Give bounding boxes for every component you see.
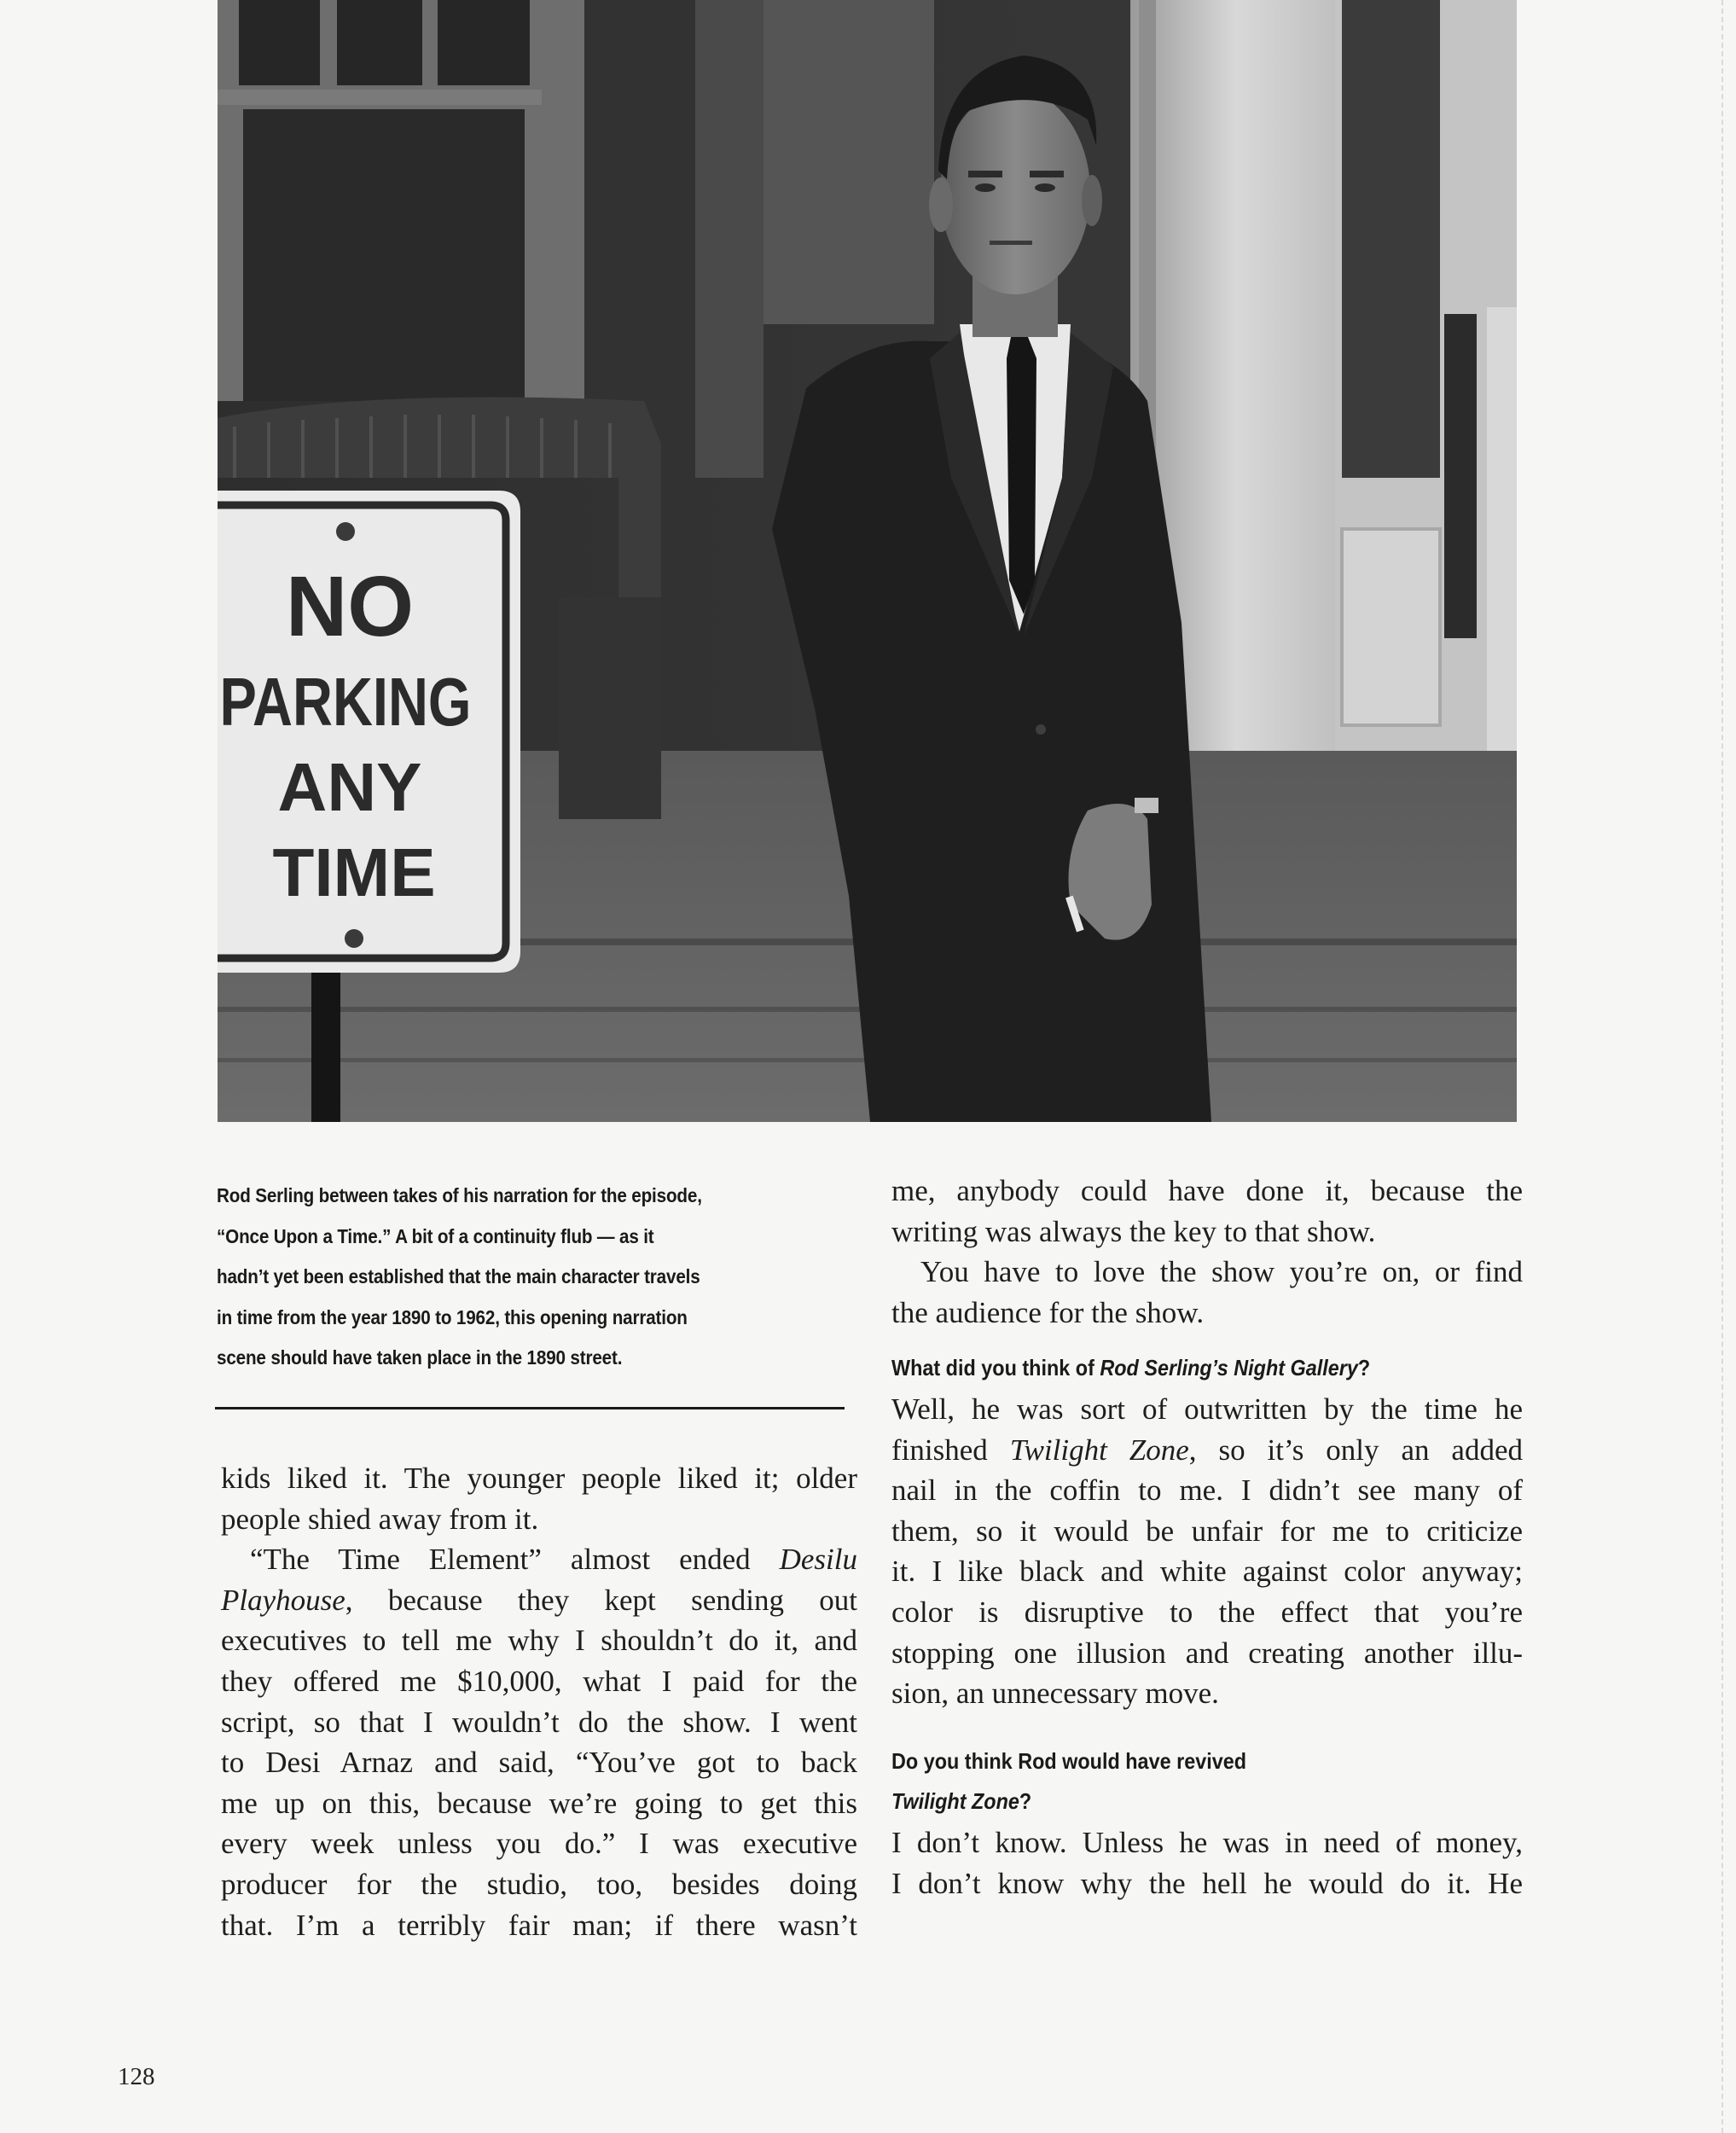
text-line: sion, an unnecessary move.: [891, 1677, 1219, 1711]
show-title-desilu: Desilu: [779, 1543, 857, 1577]
text-line: executives to tell me why I shouldn’t do it, and: [221, 1624, 857, 1658]
sign-line-3: ANY: [277, 749, 422, 825]
show-title-playhouse: Playhouse: [221, 1583, 345, 1617]
text-line: that. I’m a terribly fair man; if there wasn’t: [221, 1908, 857, 1942]
text-run: , because they kept sending out: [345, 1583, 857, 1617]
text-line: [891, 1430, 1523, 1471]
show-title-night-gallery: Rod Serling’s Night Gallery: [1100, 1355, 1358, 1381]
text-line: nail in the coffin to me. I didn’t see many of: [891, 1473, 1523, 1508]
caption-line: Rod Serling between takes of his narration for the episode,: [217, 1184, 702, 1206]
question-mark: ?: [1019, 1788, 1032, 1815]
spacer: [891, 1714, 1523, 1741]
text-line: I don’t know. Unless he was in need of money,: [891, 1825, 1523, 1859]
question-text: What did you think of: [891, 1355, 1100, 1381]
show-title-twilight-zone: Twilight Zone: [891, 1788, 1019, 1815]
text-line: they offered me $10,000, what I paid for the: [221, 1664, 857, 1698]
text-line: to Desi Arnaz and said, “You’ve got to back: [221, 1746, 857, 1780]
door-trim: [695, 0, 763, 478]
text-run: finished: [891, 1433, 1010, 1467]
sign-line-4: TIME: [272, 834, 436, 910]
text-line: them, so it would be unfair for me to criticize: [891, 1514, 1523, 1548]
text-run: “The Time Element” almost ended: [250, 1543, 780, 1577]
interview-question: [891, 1348, 1460, 1389]
sign-post: [311, 947, 340, 1122]
photo-caption: [217, 1176, 780, 1379]
caption-line: “Once Upon a Time.” A bit of a continuity flub — as it: [217, 1224, 654, 1247]
text-line: You have to love the show you’re on, or find: [920, 1255, 1523, 1289]
caption-line: in time from the year 1890 to 1962, this opening narration: [217, 1305, 688, 1328]
text-line: script, so that I wouldn’t do the show. I went: [221, 1705, 857, 1739]
photo-illustration: [218, 0, 1517, 1122]
text-line: every week unless you do.” I was executive: [221, 1827, 857, 1861]
text-line: writing was always the key to that show.: [891, 1214, 1376, 1248]
text-line: kids liked it. The younger people liked it; older: [221, 1462, 857, 1495]
show-title-twilight-zone: Twilight Zone: [1009, 1433, 1189, 1467]
door: [1335, 0, 1517, 768]
text-line: the audience for the show.: [891, 1295, 1205, 1329]
left-column: [221, 1458, 857, 1945]
spacer: [891, 1333, 1523, 1348]
text-line: [221, 1539, 857, 1580]
photograph: [218, 0, 1517, 1122]
interview-question: Do you think Rod would have revived: [891, 1747, 1247, 1774]
text-line: producer for the studio, too, besides doing: [221, 1867, 857, 1901]
text-line: [221, 1580, 857, 1621]
text-line: it. I like black and white against color anyway;: [891, 1555, 1523, 1589]
window: [218, 0, 584, 401]
text-run: , so it’s only an added: [1188, 1433, 1524, 1467]
text-line: me up on this, because we’re going to get this: [221, 1786, 857, 1820]
text-line: stopping one illusion and creating another illu-: [891, 1636, 1523, 1670]
right-column: [891, 1171, 1523, 1903]
page-bleed-edge: [1721, 0, 1723, 2133]
caption-rule: [215, 1407, 845, 1409]
text-line: Well, he was sort of outwritten by the time he: [891, 1392, 1523, 1426]
caption-line: scene should have taken place in the 1890 street.: [217, 1346, 623, 1369]
text-line: color is disruptive to the effect that you’re: [891, 1595, 1523, 1629]
sign-line-1: NO: [286, 559, 414, 654]
text-line: me, anybody could have done it, because the: [891, 1174, 1523, 1207]
question-mark: ?: [1357, 1355, 1371, 1381]
caption-line: hadn’t yet been established that the main character travels: [217, 1265, 700, 1287]
sign-line-2: PARKING: [219, 664, 472, 740]
text-line: I don’t know why the hell he would do it. He: [891, 1866, 1523, 1900]
interview-question: [891, 1781, 1460, 1822]
text-line: people shied away from it.: [221, 1502, 539, 1536]
page-number: 128: [118, 2063, 155, 2090]
